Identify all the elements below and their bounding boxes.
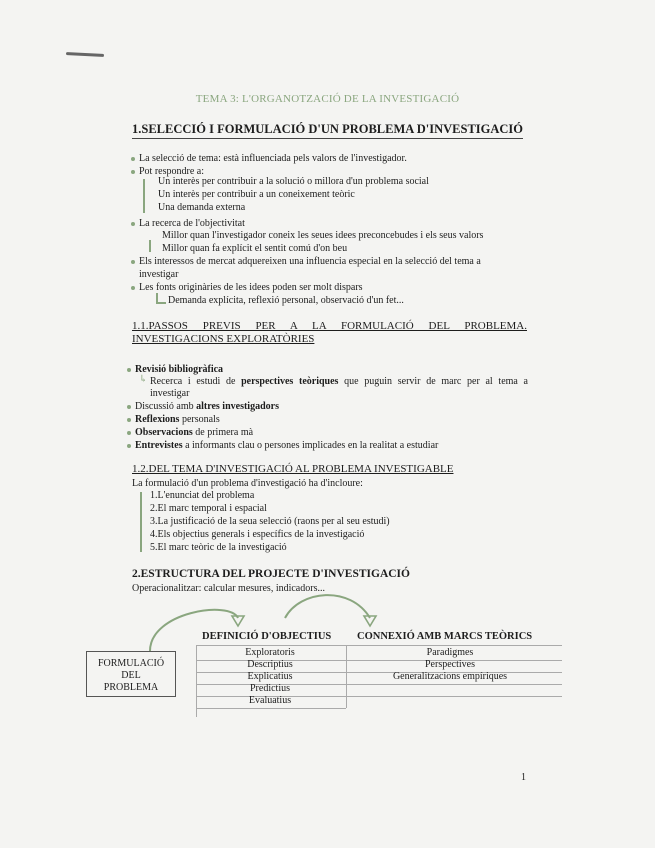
list-item: Les fonts originàries de les idees poden ser molt dispars: [139, 282, 363, 293]
sub-item: Una demanda externa: [158, 202, 246, 213]
table-rule: [196, 645, 562, 646]
bold-term: Entrevistes: [135, 440, 183, 451]
list-item: 3.La justificació de la seua selecció (raons per al seu estudi): [150, 516, 390, 527]
text-run: de primera mà: [192, 427, 254, 438]
text-run: que puguin servir de marc per al tema a: [338, 376, 528, 387]
page-title: TEMA 3: L'ORGANOTZACIÓ DE LA INVESTIGACIÓ: [195, 93, 460, 105]
text-run: a informants clau o persones implicades en la realitat a estudiar: [182, 440, 439, 451]
sub-item: Un interès per contribuir a un coneixement teòric: [158, 189, 355, 200]
list-item: Explicatius: [247, 671, 293, 682]
sub-item: Millor quan fa explícit el sentit comú d'on beu: [162, 243, 348, 254]
bold-term: perspectives teòriques: [241, 376, 339, 387]
bold-term: altres investigadors: [196, 401, 279, 412]
page-number: 1: [521, 772, 526, 783]
arrow-to-theory: [285, 595, 370, 618]
list-item: 4.Els objectius generals i específics de la investigació: [150, 529, 365, 540]
table-rule: [196, 645, 197, 717]
table-rule: [196, 708, 346, 709]
section2-heading: 2.ESTRUCTURA DEL PROJECTE D'INVESTIGACIÓ: [132, 568, 410, 580]
list-item: Evaluatius: [248, 695, 292, 706]
theory-list: [350, 647, 550, 683]
bold-term: Reflexions: [135, 414, 180, 425]
list-item: Paradigmes: [426, 647, 474, 658]
list-item: Pot respondre a:: [139, 166, 204, 177]
text-run: Discussió amb: [135, 401, 197, 412]
sub-item: Un interès per contribuir a la solució o millora d'un problema social: [158, 176, 429, 187]
list-item: 5.El marc teòric de la investigació: [150, 542, 287, 553]
sub-item: Demanda explícita, reflexió personal, observació d'un fet...: [168, 295, 404, 306]
box-line: FORMULACIÓ: [97, 658, 165, 669]
text-run: Recerca i estudi de: [150, 376, 242, 387]
list-item-continuation: investigar: [139, 269, 179, 280]
section11-heading-line1: 1.1.PASSOS PREVIS PER A LA FORMULACIÓ DEL PROBLEMA.: [132, 320, 527, 332]
list-item: Perspectives: [425, 659, 475, 670]
objectives-list: [200, 647, 340, 707]
box-line: PROBLEMA: [103, 682, 159, 693]
section12-heading-text: 1.2.DEL TEMA D'INVESTIGACIÓ AL PROBLEMA INVESTIGABLE: [132, 463, 454, 475]
list-item: La recerca de l'objectivitat: [139, 218, 245, 229]
list-item: La selecció de tema: està influenciada pels valors de l'investigador.: [139, 153, 407, 164]
list-item: 1.L'enunciat del problema: [150, 490, 255, 501]
bold-term: Revisió bibliogràfica: [135, 364, 224, 375]
box-line: DEL: [121, 670, 141, 681]
section12-intro: La formulació d'un problema d'investigació ha d'incloure:: [132, 478, 363, 489]
list-item: 2.El marc temporal i espacial: [150, 503, 267, 514]
list-item: Generalitzacions empíriques: [392, 671, 508, 682]
problem-box: [86, 651, 176, 697]
list-item: Exploratoris: [245, 647, 295, 658]
bold-term: Observacions: [135, 427, 193, 438]
section11-heading-line2: INVESTIGACIONS EXPLORATÒRIES: [132, 333, 315, 345]
list-item: Predictius: [250, 683, 290, 694]
return-arrow-icon: ↳: [139, 374, 148, 385]
sub-item-continuation: investigar: [150, 388, 190, 399]
theory-header: CONNEXIÓ AMB MARCS TEÒRICS: [357, 631, 533, 642]
text-run: personals: [179, 414, 220, 425]
table-rule: [346, 645, 347, 708]
objectives-header: DEFINICIÓ D'OBJECTIUS: [202, 631, 332, 642]
section2-intro: Operacionalitzar: calcular mesures, indicadors...: [132, 583, 325, 594]
list-item: Els interessos de mercat adquereixen una influencia especial en la selecció del tema a: [139, 256, 481, 267]
sub-item: Millor quan l'investigador coneix les seues idees preconcebudes i els seus valors: [162, 230, 484, 241]
section1-heading-text: 1.SELECCIÓ I FORMULACIÓ D'UN PROBLEMA D'INVESTIGACIÓ: [132, 122, 524, 136]
list-item: Descriptius: [247, 659, 293, 670]
